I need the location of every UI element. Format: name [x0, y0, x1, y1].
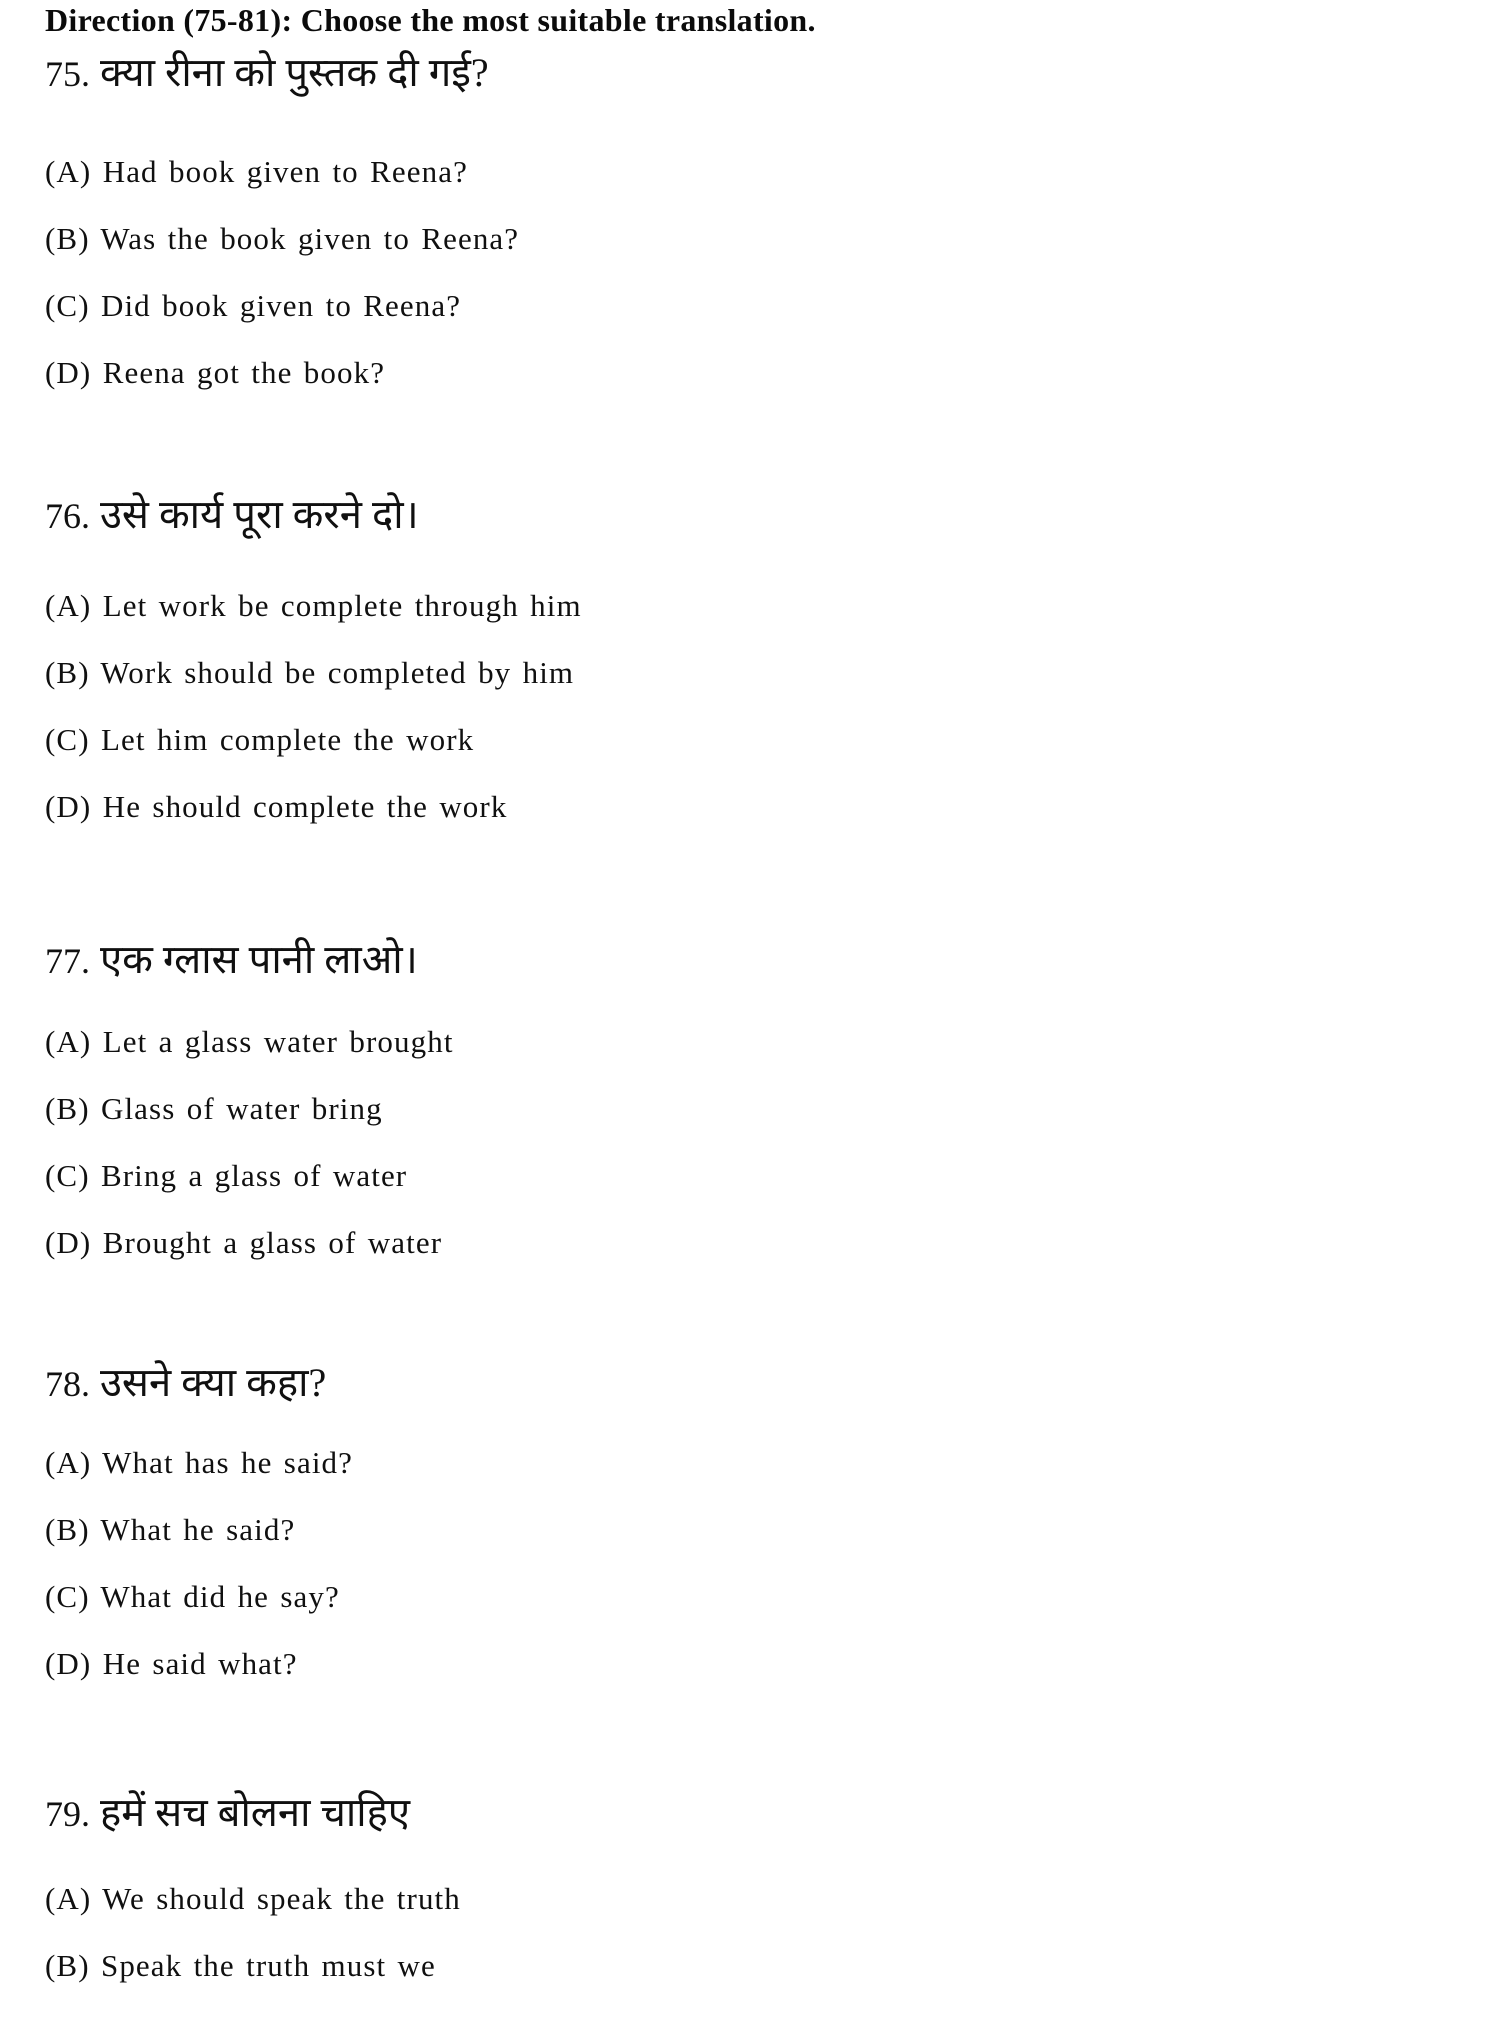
option-text: Did book given to Reena?	[100, 288, 462, 323]
option-label: (B)	[45, 1948, 90, 1983]
option-78-a	[45, 1444, 353, 1481]
option-77-c	[45, 1157, 407, 1194]
option-text: He should complete the work	[102, 789, 508, 824]
question-number: 79.	[45, 1794, 90, 1834]
option-label: (C)	[45, 288, 90, 323]
option-text: What has he said?	[102, 1445, 353, 1480]
option-label: (C)	[45, 1158, 90, 1193]
question-prompt-hindi: हमें सच बोलना चाहिए	[100, 1790, 410, 1835]
question-79	[45, 1788, 410, 1838]
question-78	[45, 1358, 326, 1408]
option-label: (B)	[45, 221, 90, 256]
option-77-b	[45, 1090, 383, 1127]
question-76	[45, 490, 419, 540]
option-text: Glass of water bring	[100, 1091, 383, 1126]
option-label: (C)	[45, 722, 90, 757]
option-text: We should speak the truth	[102, 1881, 461, 1916]
option-text: Speak the truth must we	[100, 1948, 436, 1983]
option-75-c	[45, 287, 461, 324]
option-text: Work should be completed by him	[100, 655, 575, 690]
option-76-a	[45, 587, 582, 624]
option-label: (A)	[45, 154, 92, 189]
option-text: Had book given to Reena?	[102, 154, 468, 189]
option-label: (B)	[45, 655, 90, 690]
option-text: Let work be complete through him	[102, 588, 582, 623]
question-77	[45, 935, 418, 985]
question-number: 75.	[45, 54, 90, 94]
option-75-d	[45, 354, 385, 391]
option-77-d	[45, 1224, 442, 1261]
question-number: 78.	[45, 1364, 90, 1404]
option-label: (B)	[45, 1091, 90, 1126]
question-number: 76.	[45, 496, 90, 536]
question-75	[45, 48, 489, 98]
option-label: (B)	[45, 1512, 90, 1547]
option-text: Brought a glass of water	[102, 1225, 443, 1260]
option-text: What did he say?	[100, 1579, 340, 1614]
option-78-b	[45, 1511, 295, 1548]
question-number: 77.	[45, 941, 90, 981]
option-text: Let him complete the work	[100, 722, 475, 757]
option-label: (D)	[45, 1646, 92, 1681]
option-75-a	[45, 153, 468, 190]
option-label: (A)	[45, 1881, 92, 1916]
question-prompt-hindi: उसने क्या कहा?	[100, 1360, 327, 1405]
question-prompt-hindi: क्या रीना को पुस्तक दी गई?	[100, 50, 489, 95]
option-text: What he said?	[100, 1512, 296, 1547]
option-79-a	[45, 1880, 461, 1917]
option-79-b	[45, 1947, 436, 1984]
option-label: (D)	[45, 789, 92, 824]
option-76-d	[45, 788, 507, 825]
option-text: Let a glass water brought	[102, 1024, 454, 1059]
option-76-c	[45, 721, 474, 758]
option-75-b	[45, 220, 519, 257]
question-prompt-hindi: उसे कार्य पूरा करने दो।	[100, 492, 419, 537]
option-text: He said what?	[102, 1646, 298, 1681]
option-label: (A)	[45, 1445, 92, 1480]
option-78-d	[45, 1645, 298, 1682]
option-text: Reena got the book?	[102, 355, 386, 390]
option-label: (A)	[45, 1024, 92, 1059]
option-label: (C)	[45, 1579, 90, 1614]
option-label: (A)	[45, 588, 92, 623]
option-78-c	[45, 1578, 340, 1615]
option-label: (D)	[45, 1225, 92, 1260]
question-prompt-hindi: एक ग्लास पानी लाओ।	[100, 937, 418, 982]
directions-heading: Direction (75-81): Choose the most suitable translation.	[45, 2, 816, 38]
option-text: Was the book given to Reena?	[100, 221, 520, 256]
option-76-b	[45, 654, 574, 691]
option-label: (D)	[45, 355, 92, 390]
option-text: Bring a glass of water	[100, 1158, 408, 1193]
option-77-a	[45, 1023, 454, 1060]
